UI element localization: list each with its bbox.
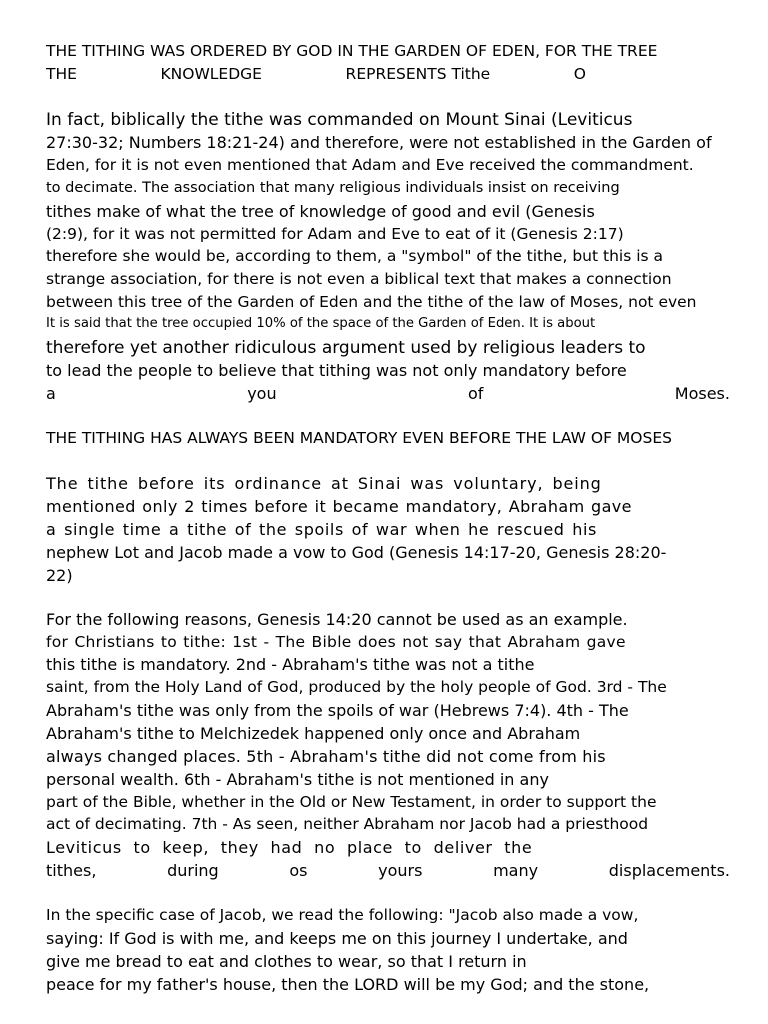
paragraph-1-line: tithes make of what the tree of knowledge of good and evil (Genesis [46,202,595,221]
paragraph-3-line: part of the Bible, whether in the Old or New Testament, in order to support the [46,793,657,811]
paragraph-3-line: always changed places. 5th - Abraham's tithe did not come from his [46,747,606,766]
paragraph-4-line: give me bread to eat and clothes to wear, so that I return in [46,952,527,971]
paragraph-3-line: this tithe is mandatory. 2nd - Abraham's tithe was not a tithe [46,655,535,674]
paragraph-3-word: displacements. [608,861,730,880]
paragraph-1-line: between this tree of the Garden of Eden and the tithe of the law of Moses, not even [46,293,697,311]
paragraph-3-word: os [289,861,308,880]
paragraph-1-line: to lead the people to believe that tithing was not only mandatory before [46,361,627,380]
paragraph-4-line: peace for my father's house, then the LORD will be my God; and the stone, [46,975,650,994]
paragraph-3-line: Abraham's tithe to Melchizedek happened only once and Abraham [46,724,581,743]
paragraph-4-line: In the specific case of Jacob, we read the following: "Jacob also made a vow, [46,906,639,924]
paragraph-3-word: many [493,861,539,880]
paragraph-3-line: Abraham's tithe was only from the spoils of war (Hebrews 7:4). 4th - The [46,701,629,720]
paragraph-2-line: mentioned only 2 times before it became mandatory, Abraham gave [46,497,632,516]
paragraph-1-word: a [46,384,56,403]
paragraph-3-word: yours [378,861,423,880]
paragraph-1-line: It is said that the tree occupied 10% of the space of the Garden of Eden. It is about [46,316,596,331]
heading-1-word: KNOWLEDGE [160,65,262,83]
paragraph-1-line-justified [46,386,730,402]
paragraph-1-word: you [247,384,277,403]
paragraph-2-line: The tithe before its ordinance at Sinai was voluntary, being [46,474,602,493]
heading-1-line-2 [46,67,586,83]
paragraph-1-line: therefore yet another ridiculous argument used by religious leaders to [46,338,646,358]
paragraph-3-line-justified [46,863,730,879]
paragraph-2-line: nephew Lot and Jacob made a vow to God (Genesis 14:17-20, Genesis 28:20- [46,543,667,562]
paragraph-1-line: strange association, for there is not even a biblical text that makes a connection [46,270,672,288]
paragraph-1-line: Eden, for it is not even mentioned that Adam and Eve received the commandment. [46,156,694,174]
heading-1-word: REPRESENTS Tithe [345,65,491,83]
paragraph-1-line: therefore she would be, according to them, a "symbol" of the tithe, but this is a [46,247,664,265]
paragraph-3-line: act of decimating. 7th - As seen, neither Abraham nor Jacob had a priesthood [46,815,649,833]
paragraph-1-line: In fact, biblically the tithe was commanded on Mount Sinai (Leviticus [46,110,633,130]
paragraph-1-word: of [467,384,484,403]
paragraph-1-line: to decimate. The association that many religious individuals insist on receiving [46,180,620,196]
heading-1-word: THE [46,65,77,83]
paragraph-1-line: (2:9), for it was not permitted for Adam and Eve to eat of it (Genesis 2:17) [46,225,624,243]
paragraph-3-word: tithes, [46,861,97,880]
heading-1-line-1: THE TITHING WAS ORDERED BY GOD IN THE GARDEN OF EDEN, FOR THE TREE [46,42,658,60]
paragraph-3-word: during [167,861,219,880]
heading-2: THE TITHING HAS ALWAYS BEEN MANDATORY EVEN BEFORE THE LAW OF MOSES [46,429,672,447]
paragraph-1-line: 27:30-32; Numbers 18:21-24) and therefore, were not established in the Garden of [46,133,712,152]
paragraph-3-line: Leviticus to keep, they had no place to deliver the [46,838,533,857]
paragraph-2-line: a single time a tithe of the spoils of war when he rescued his [46,520,597,539]
paragraph-3-line: For the following reasons, Genesis 14:20 cannot be used as an example. [46,610,628,629]
paragraph-2-line: 22) [46,566,73,585]
paragraph-3-line: personal wealth. 6th - Abraham's tithe is not mentioned in any [46,770,549,789]
paragraph-3-line: for Christians to tithe: 1st - The Bible does not say that Abraham gave [46,633,626,651]
heading-1-word: O [573,65,586,83]
paragraph-1-word: Moses. [674,384,730,403]
paragraph-3-line: saint, from the Holy Land of God, produced by the holy people of God. 3rd - The [46,678,667,696]
paragraph-4-line: saying: If God is with me, and keeps me on this journey I undertake, and [46,929,628,948]
